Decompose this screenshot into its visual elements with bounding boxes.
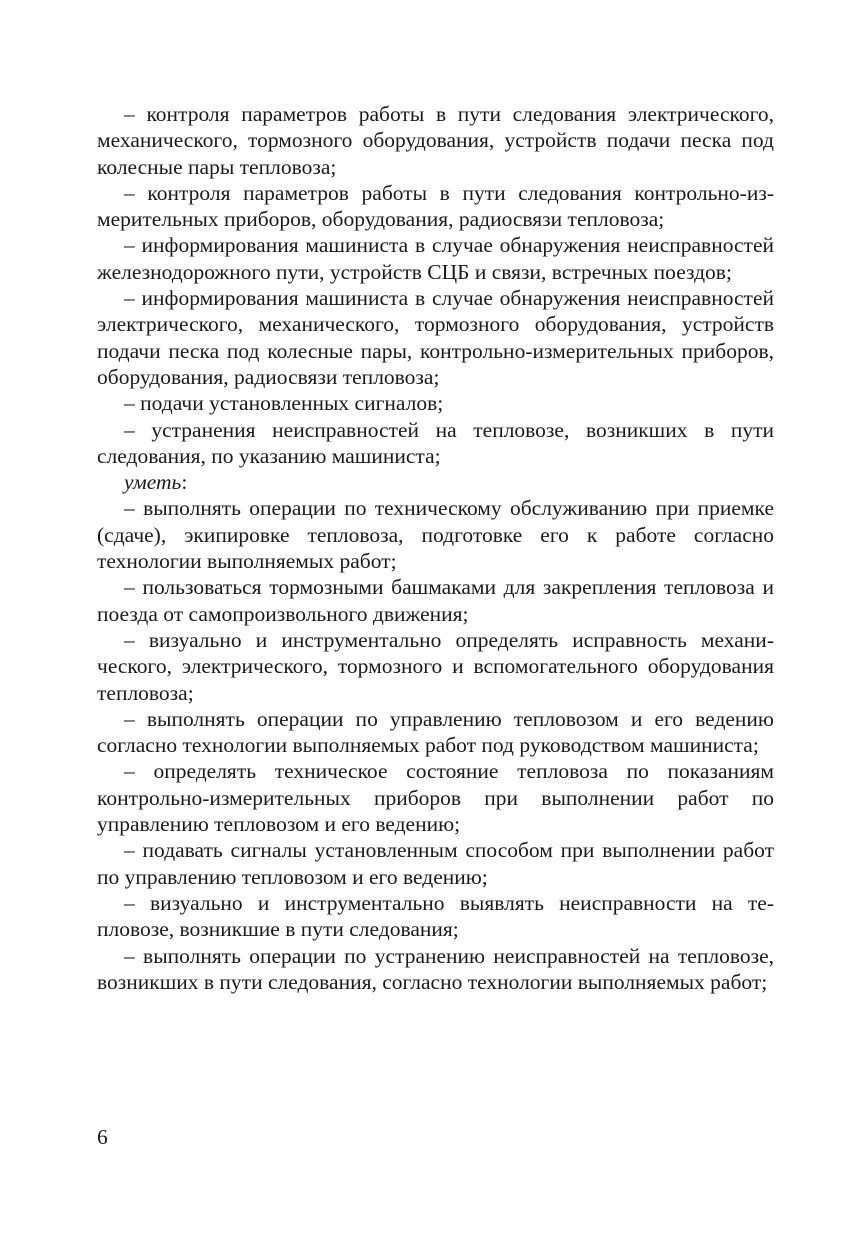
paragraph: – выполнять операции по устранению неисправностей на тепловозе, возникших в пути следования, согласно технологии выполняемых работ;	[97, 943, 774, 994]
paragraph: – визуально и инструментально выявлять неисправности на тепловозе, возникшие в пути следования;	[97, 890, 774, 942]
paragraph: – определять техническое состояние тепловоза по показаниям контрольно-измерительных приборов при выполнении работ по управлению тепловозом и его ведению;	[97, 759, 774, 837]
page-body	[97, 101, 774, 995]
paragraph: – устранения неисправностей на тепловозе, возникших в пути следования, по указанию машиниста;	[97, 417, 774, 468]
paragraph: – контроля параметров работы в пути следования контрольно-измерительных приборов, оборудования, радиосвязи тепловоза;	[97, 180, 774, 232]
skill-heading	[97, 469, 774, 495]
skill-heading-colon: :	[181, 470, 188, 495]
paragraph: – информирования машиниста в случае обнаружения неисправностей железнодорожного пути, устройств СЦБ и связи, встречных поездов;	[97, 233, 774, 284]
paragraph: – контроля параметров работы в пути следования электрического, механического, тормозного оборудования, устройств подачи песка под колесные пары тепловоза;	[97, 102, 774, 179]
paragraph: – выполнять операции по техническому обслуживанию при приемке (сдаче), экипировке тепловоза, подготовке его к работе согласно технологии выполняемых работ;	[97, 496, 774, 574]
paragraph: – выполнять операции по управлению тепловозом и его ведению согласно технологии выполняемых работ под руководством машиниста;	[97, 706, 774, 758]
paragraph: – визуально и инструментально определять исправность механического, электрического, тормозного и вспомогательного оборудования тепловоза;	[97, 627, 774, 705]
paragraph: – пользоваться тормозными башмаками для закрепления тепловоза и поезда от самопроизвольного движения;	[97, 575, 774, 626]
paragraph: – подавать сигналы установленным способом при выполнении работ по управлению тепловозом и его ведению;	[97, 838, 774, 889]
paragraph: – подачи установленных сигналов;	[124, 391, 444, 416]
page-number: 6	[97, 1125, 108, 1149]
skill-heading-label: уметь	[124, 470, 182, 495]
paragraph: – информирования машиниста в случае обнаружения неисправностей электрического, механического, тормозного оборудования, устройств подачи песка под колесные пары, контрольно-измерительных приборов, оборудования, радиосвязи тепловоза;	[97, 286, 774, 389]
